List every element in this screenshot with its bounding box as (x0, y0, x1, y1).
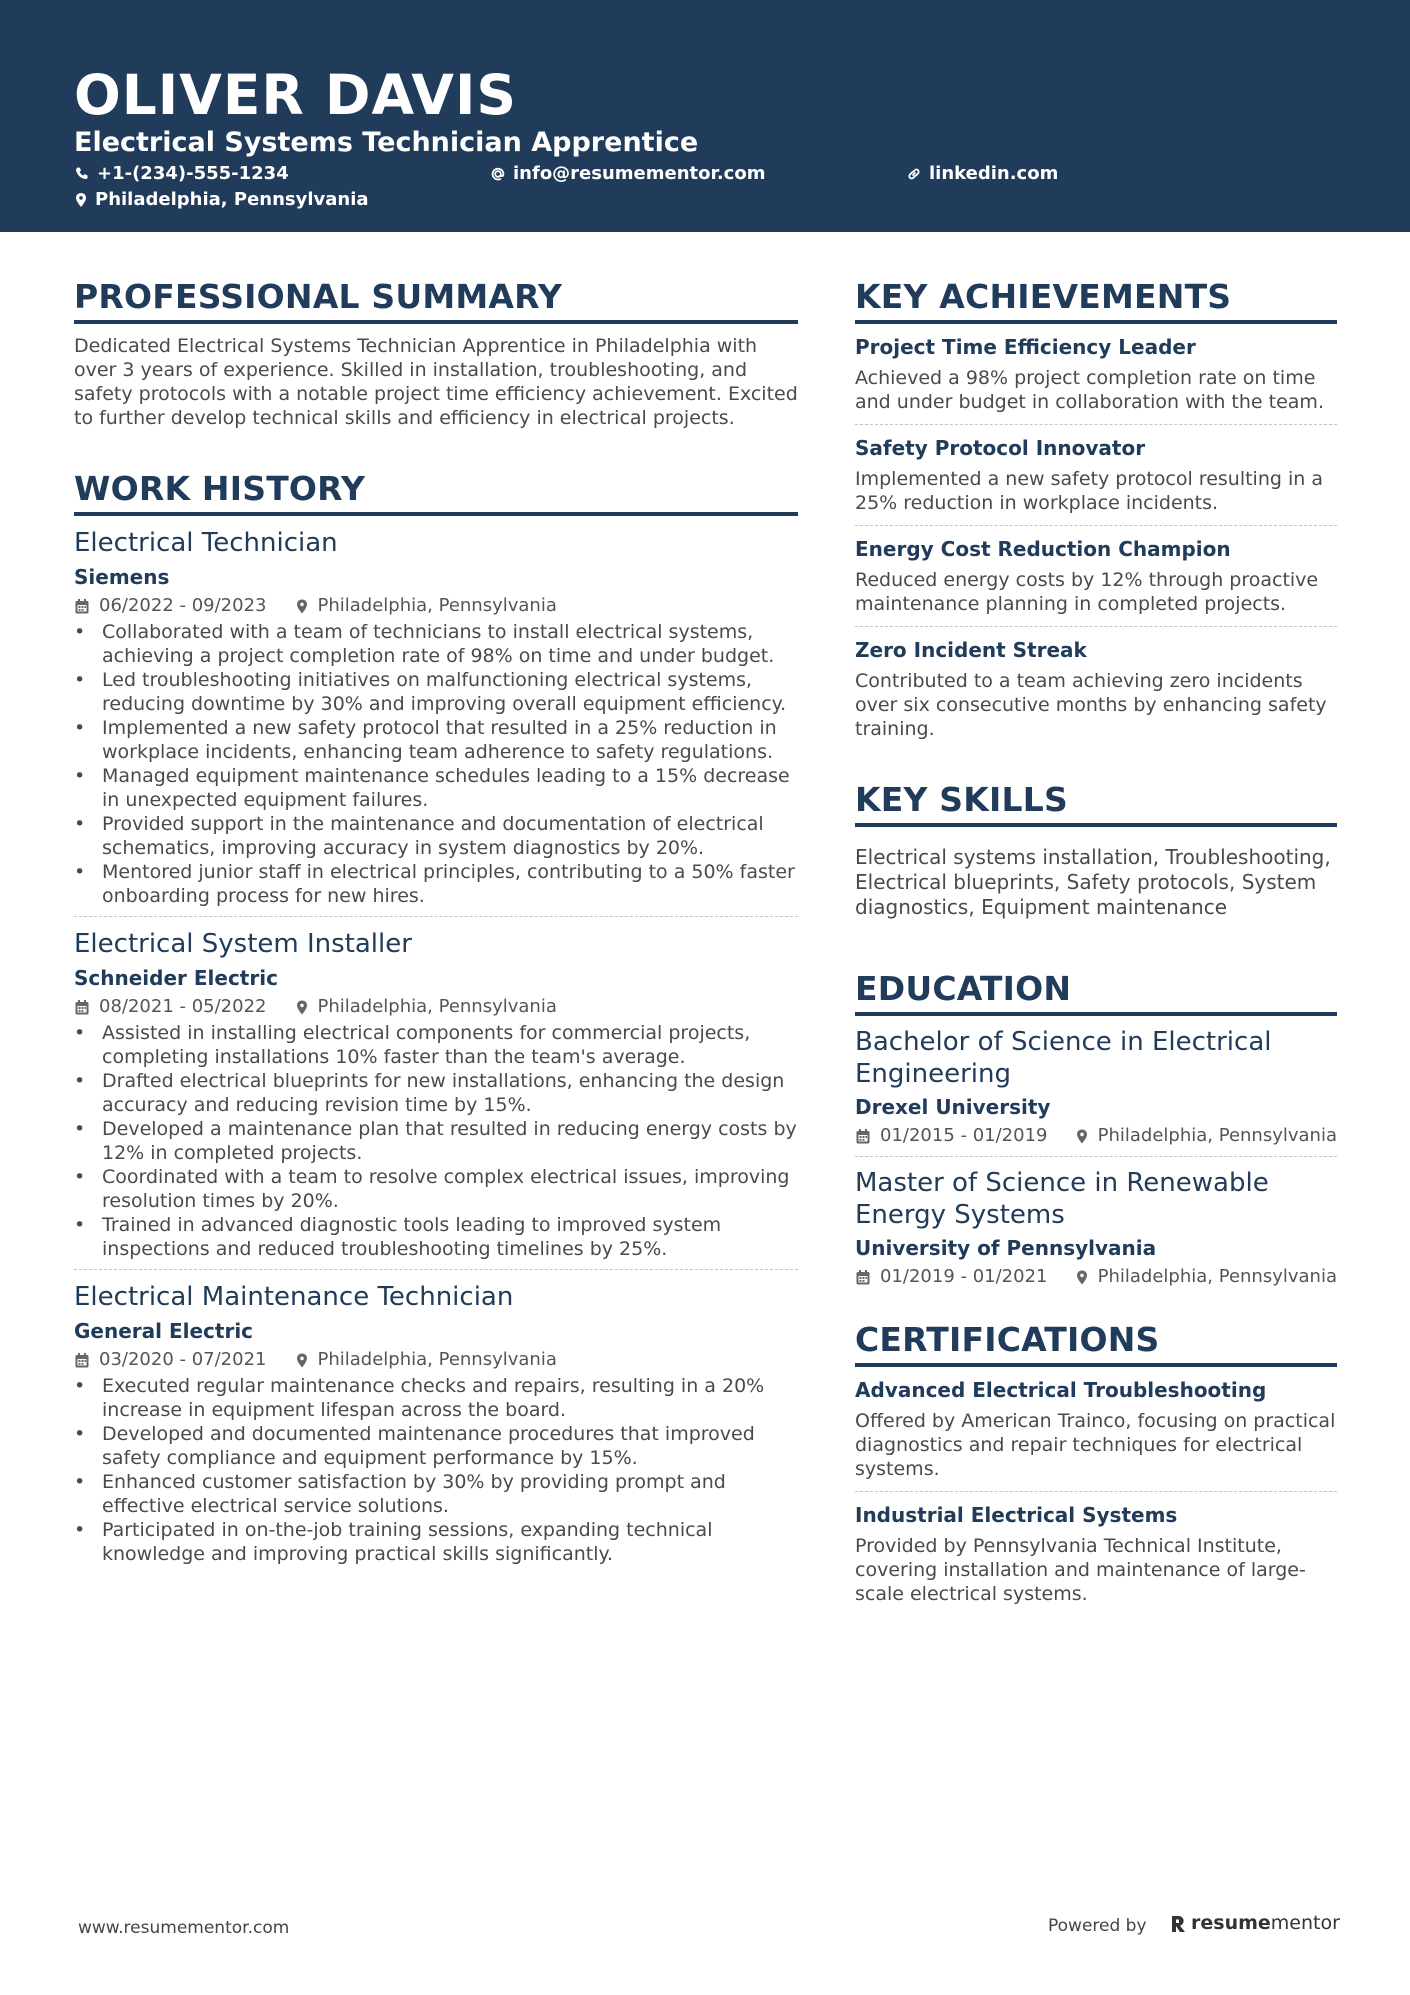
contact-linkedin[interactable] (906, 162, 1058, 186)
job-company: Schneider Electric (74, 966, 278, 990)
education-school: University of Pennsylvania (855, 1236, 1157, 1260)
job-title: Electrical Technician (74, 528, 338, 558)
education-section (855, 968, 1337, 1297)
education-degree: Bachelor of Science in Electrical Engineering (855, 1027, 1272, 1089)
education-degree: Master of Science in Renewable Energy Systems (855, 1168, 1269, 1230)
education-meta (855, 1265, 1337, 1289)
job-bullet: • Participated in on-the-job training sessions, expanding technical knowledge and improving practical skills significantly. (74, 1518, 798, 1566)
achievement-title: Zero Incident Streak (855, 638, 1087, 662)
link-icon (906, 166, 922, 182)
education-school: Drexel University (855, 1095, 1051, 1119)
job-bullet: • Mentored junior staff in electrical principles, contributing to a 50% faster onboarding process for new hires. (74, 860, 798, 908)
work-history-heading: WORK HISTORY (74, 468, 798, 516)
education-meta (855, 1124, 1337, 1148)
job-entry (74, 526, 798, 917)
resumementor-logo-icon (1170, 1913, 1186, 1933)
achievement-title: Energy Cost Reduction Champion (855, 537, 1231, 561)
achievement-item (855, 637, 1337, 751)
resume-header (0, 0, 1410, 232)
job-bullet: • Coordinated with a team to resolve complex electrical issues, improving resolution times by 20%. (74, 1165, 798, 1213)
calendar-icon (74, 1352, 90, 1369)
location-pin-icon (1075, 1269, 1089, 1286)
contact-email[interactable] (490, 162, 765, 186)
candidate-name: OLIVER DAVIS (74, 63, 518, 127)
achievements-section (855, 276, 1337, 751)
phone-icon (74, 166, 90, 182)
education-item (855, 1167, 1337, 1297)
job-bullets (74, 1021, 798, 1261)
certifications-heading: CERTIFICATIONS (855, 1319, 1337, 1367)
location-pin-icon (295, 598, 309, 615)
job-bullet: • Assisted in installing electrical components for commercial projects, completing installations 10% faster than the team's average. (74, 1021, 798, 1069)
logo-text-resume: resume (1191, 1912, 1271, 1934)
calendar-icon (74, 999, 90, 1016)
achievement-item (855, 435, 1337, 526)
certifications-section (855, 1319, 1337, 1616)
job-dates: 06/2022 - 09/2023 (99, 595, 267, 616)
job-bullet: • Managed equipment maintenance schedules leading to a 15% decrease in unexpected equipment failures. (74, 764, 798, 812)
location-pin-icon (1075, 1128, 1089, 1145)
logo-text-mentor: mentor (1270, 1912, 1340, 1934)
achievement-item (855, 536, 1337, 627)
right-column (855, 276, 1337, 1626)
summary-text: Dedicated Electrical Systems Technician Apprentice in Philadelphia with over 3 years of experience. Skilled in installation, troubleshooting, and safety protocols with a notable project time efficiency achievement. Excited to further develop technical skills and efficiency in electrical projects. (74, 335, 798, 429)
linkedin-text: linkedin.com (929, 163, 1059, 184)
job-entry (74, 927, 798, 1270)
certification-item (855, 1377, 1337, 1492)
job-meta (74, 1348, 798, 1372)
education-location: Philadelphia, Pennsylvania (1097, 1266, 1337, 1287)
achievement-item (855, 334, 1337, 425)
certification-title: Advanced Electrical Troubleshooting (855, 1378, 1267, 1402)
skills-heading: KEY SKILLS (855, 779, 1337, 827)
education-dates: 01/2019 - 01/2021 (880, 1266, 1048, 1287)
location-pin-icon (295, 1352, 309, 1369)
certification-title: Industrial Electrical Systems (855, 1503, 1178, 1527)
achievement-desc: Achieved a 98% project completion rate on time and under budget in collaboration with the team. (855, 367, 1324, 413)
footer-website-link[interactable]: www.resumementor.com (78, 1918, 290, 1938)
education-item (855, 1026, 1337, 1157)
calendar-icon (855, 1269, 871, 1286)
calendar-icon (74, 598, 90, 615)
phone-text: +1-(234)-555-1234 (97, 163, 289, 184)
job-bullet: • Enhanced customer satisfaction by 30% by providing prompt and effective electrical service solutions. (74, 1470, 798, 1518)
education-dates: 01/2015 - 01/2019 (880, 1125, 1048, 1146)
job-title: Electrical System Installer (74, 929, 412, 959)
job-bullet: • Trained in advanced diagnostic tools leading to improved system inspections and reduced troubleshooting timelines by 25%. (74, 1213, 798, 1261)
certification-item (855, 1502, 1337, 1616)
job-bullet: • Executed regular maintenance checks and repairs, resulting in a 20% increase in equipment lifespan across the board. (74, 1374, 798, 1422)
certification-desc: Offered by American Trainco, focusing on practical diagnostics and repair techniques for electrical systems. (855, 1410, 1336, 1480)
job-location: Philadelphia, Pennsylvania (317, 595, 557, 616)
left-column (74, 276, 798, 1584)
job-company: Siemens (74, 565, 170, 589)
summary-heading: PROFESSIONAL SUMMARY (74, 276, 798, 324)
job-bullet: • Developed and documented maintenance procedures that improved safety compliance and equipment performance by 15%. (74, 1422, 798, 1470)
contact-phone[interactable] (74, 162, 289, 186)
location-pin-icon (295, 999, 309, 1016)
achievement-desc: Contributed to a team achieving zero incidents over six consecutive months by enhancing safety training. (855, 670, 1327, 740)
job-location: Philadelphia, Pennsylvania (317, 1349, 557, 1370)
job-bullet: • Collaborated with a team of technicians to install electrical systems, achieving a project completion rate of 98% on time and under budget. (74, 620, 798, 668)
job-bullet: • Drafted electrical blueprints for new installations, enhancing the design accuracy and reducing revision time by 15%. (74, 1069, 798, 1117)
location-text: Philadelphia, Pennsylvania (95, 189, 369, 210)
job-dates: 03/2020 - 07/2021 (99, 1349, 267, 1370)
job-bullets (74, 620, 798, 908)
achievements-heading: KEY ACHIEVEMENTS (855, 276, 1337, 324)
certification-desc: Provided by Pennsylvania Technical Institute, covering installation and maintenance of large-scale electrical systems. (855, 1535, 1306, 1605)
education-heading: EDUCATION (855, 968, 1337, 1016)
resumementor-logo[interactable] (1170, 1912, 1340, 1934)
education-location: Philadelphia, Pennsylvania (1097, 1125, 1337, 1146)
contact-location (74, 188, 369, 212)
email-text: info@resumementor.com (513, 163, 766, 184)
calendar-icon (855, 1128, 871, 1145)
job-bullet: • Developed a maintenance plan that resulted in reducing energy costs by 12% in completed projects. (74, 1117, 798, 1165)
work-history-section (74, 468, 798, 1574)
job-bullet: • Implemented a new safety protocol that resulted in a 25% reduction in workplace incidents, enhancing team adherence to safety regulations. (74, 716, 798, 764)
achievement-title: Project Time Efficiency Leader (855, 335, 1196, 359)
achievement-desc: Implemented a new safety protocol resulting in a 25% reduction in workplace incidents. (855, 468, 1323, 514)
job-location: Philadelphia, Pennsylvania (317, 996, 557, 1017)
candidate-title: Electrical Systems Technician Apprentice (74, 127, 699, 158)
location-pin-icon (74, 192, 88, 208)
at-icon (490, 166, 506, 182)
achievement-title: Safety Protocol Innovator (855, 436, 1146, 460)
job-meta (74, 995, 798, 1019)
achievement-desc: Reduced energy costs by 12% through proactive maintenance planning in completed projects. (855, 569, 1319, 615)
summary-section (74, 276, 798, 430)
job-bullets (74, 1374, 798, 1566)
job-company: General Electric (74, 1319, 254, 1343)
job-title: Electrical Maintenance Technician (74, 1282, 514, 1312)
skills-section (855, 779, 1337, 920)
skills-text: Electrical systems installation, Troubleshooting, Electrical blueprints, Safety protocols, System diagnostics, Equipment maintenance (855, 845, 1331, 919)
job-meta (74, 594, 798, 618)
job-entry (74, 1280, 798, 1574)
job-dates: 08/2021 - 05/2022 (99, 996, 267, 1017)
job-bullet: • Led troubleshooting initiatives on malfunctioning electrical systems, reducing downtime by 30% and improving overall equipment efficiency. (74, 668, 798, 716)
footer-powered-by: Powered by (1048, 1916, 1147, 1936)
job-bullet: • Provided support in the maintenance and documentation of electrical schematics, improving accuracy in system diagnostics by 20%. (74, 812, 798, 860)
